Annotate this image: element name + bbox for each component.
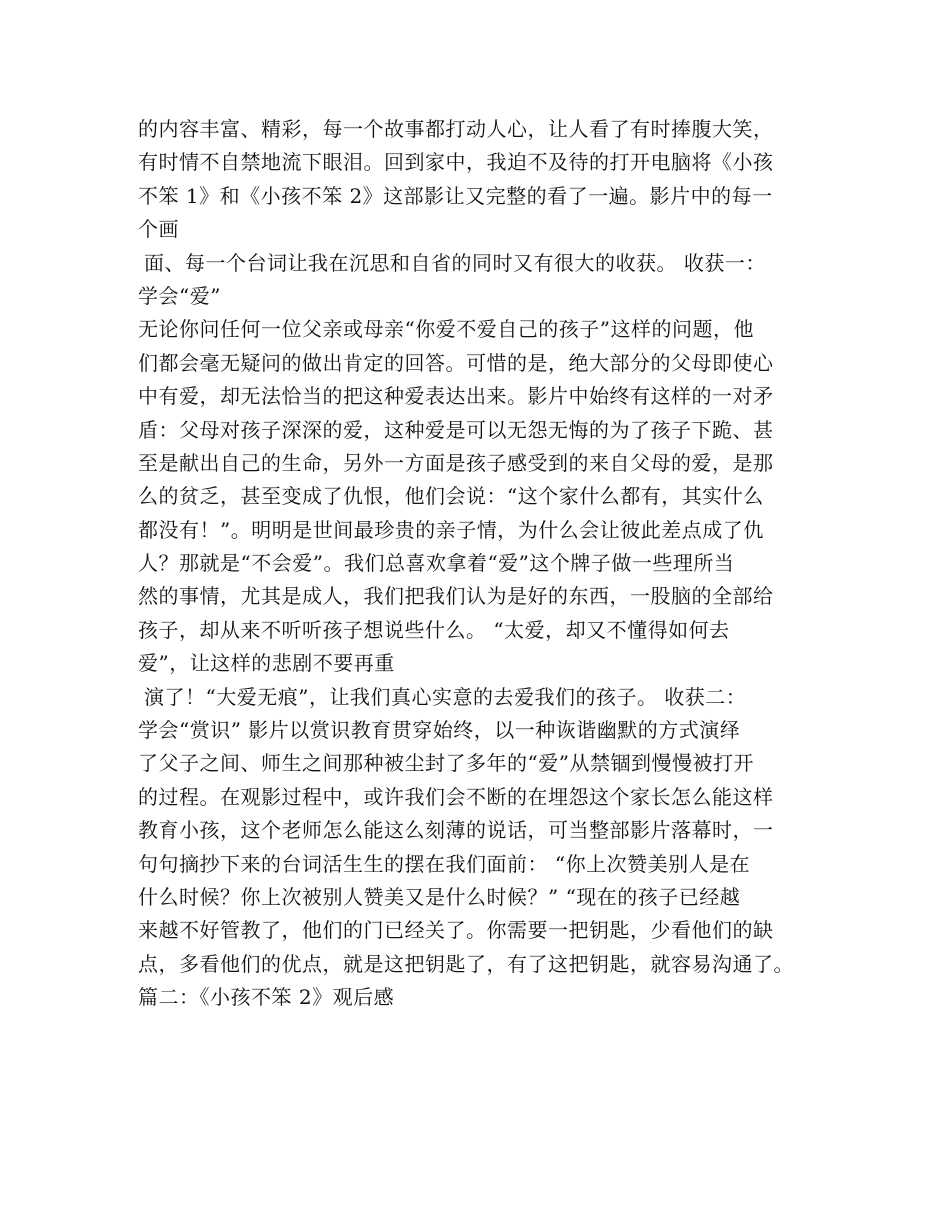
text-line: 中有爱，却无法恰当的把这种爱表达出来。影片中始终有这样的一对矛 — [138, 384, 774, 409]
section-heading: 篇二：《小孩不笨 2》观后感 — [138, 985, 395, 1010]
text-line: 点，多看他们的优点，就是这把钥匙了，有了这把钥匙，就容易沟通了。 — [138, 951, 794, 976]
text-line: 教育小孩，这个老师怎么能这么刻薄的说话，可当整部影片落幕时，一 — [138, 818, 774, 843]
text-line: 无论你问任何一位父亲或母亲“你爱不爱自己的孩子”这样的问题，他 — [138, 317, 754, 342]
text-line: 都没有！”。明明是世间最珍贵的亲子情，为什么会让彼此差点成了仇 — [138, 517, 764, 542]
text-line: 学会“爱” — [138, 283, 221, 308]
text-line: 句句摘抄下来的台词活生生的摆在我们面前： “你上次赞美别人是在 — [138, 851, 751, 876]
text-line: 个画 — [138, 217, 179, 242]
text-line: 学会“赏识” 影片以赏识教育贯穿始终，以一种诙谐幽默的方式演绎 — [138, 718, 741, 743]
text-line: 演了！“大爱无痕”，让我们真心实意的去爱我们的孩子。 收获二： — [144, 684, 747, 709]
text-line: 不笨 1》和《小孩不笨 2》这部影让又完整的看了一遍。影片中的每一 — [138, 183, 773, 208]
text-line: 然的事情，尤其是成人，我们把我们认为是好的东西，一股脑的全部给 — [138, 584, 774, 609]
text-line: 爱”，让这样的悲剧不要再重 — [138, 651, 395, 676]
text-line: 面、每一个台词让我在沉思和自省的同时又有很大的收获。 收获一： — [144, 250, 766, 275]
text-line: 的内容丰富、精彩，每一个故事都打动人心，让人看了有时捧腹大笑， — [138, 117, 774, 141]
text-line: 有时情不自禁地流下眼泪。回到家中，我迫不及待的打开电脑将《小孩 — [138, 150, 774, 175]
text-line: 什么时候？你上次被别人赞美又是什么时候？” “现在的孩子已经越 — [138, 884, 741, 909]
text-line: 至是献出自己的生命，另外一方面是孩子感受到的来自父母的爱，是那 — [138, 450, 774, 475]
text-line: 的过程。在观影过程中，或许我们会不断的在埋怨这个家长怎么能这样 — [138, 784, 774, 809]
text-line: 盾：父母对孩子深深的爱，这种爱是可以无怨无悔的为了孩子下跪、甚 — [138, 417, 774, 442]
text-line: 么的贫乏，甚至变成了仇恨，他们会说：“这个家什么都有，其实什么 — [138, 484, 764, 509]
text-line: 了父子之间、师生之间那种被尘封了多年的“爱”从禁锢到慢慢被打开 — [138, 751, 754, 776]
text-line: 人？那就是“不会爱”。我们总喜欢拿着“爱”这个牌子做一些理所当 — [138, 551, 735, 576]
text-line: 来越不好管教了，他们的门已经关了。你需要一把钥匙，少看他们的缺 — [138, 918, 774, 943]
body-text — [138, 113, 838, 1015]
text-line: 孩子，却从来不听听孩子想说些什么。 “太爱，却又不懂得如何去 — [138, 617, 730, 642]
text-line: 们都会毫无疑问的做出肯定的回答。可惜的是，绝大部分的父母即使心 — [138, 350, 774, 375]
